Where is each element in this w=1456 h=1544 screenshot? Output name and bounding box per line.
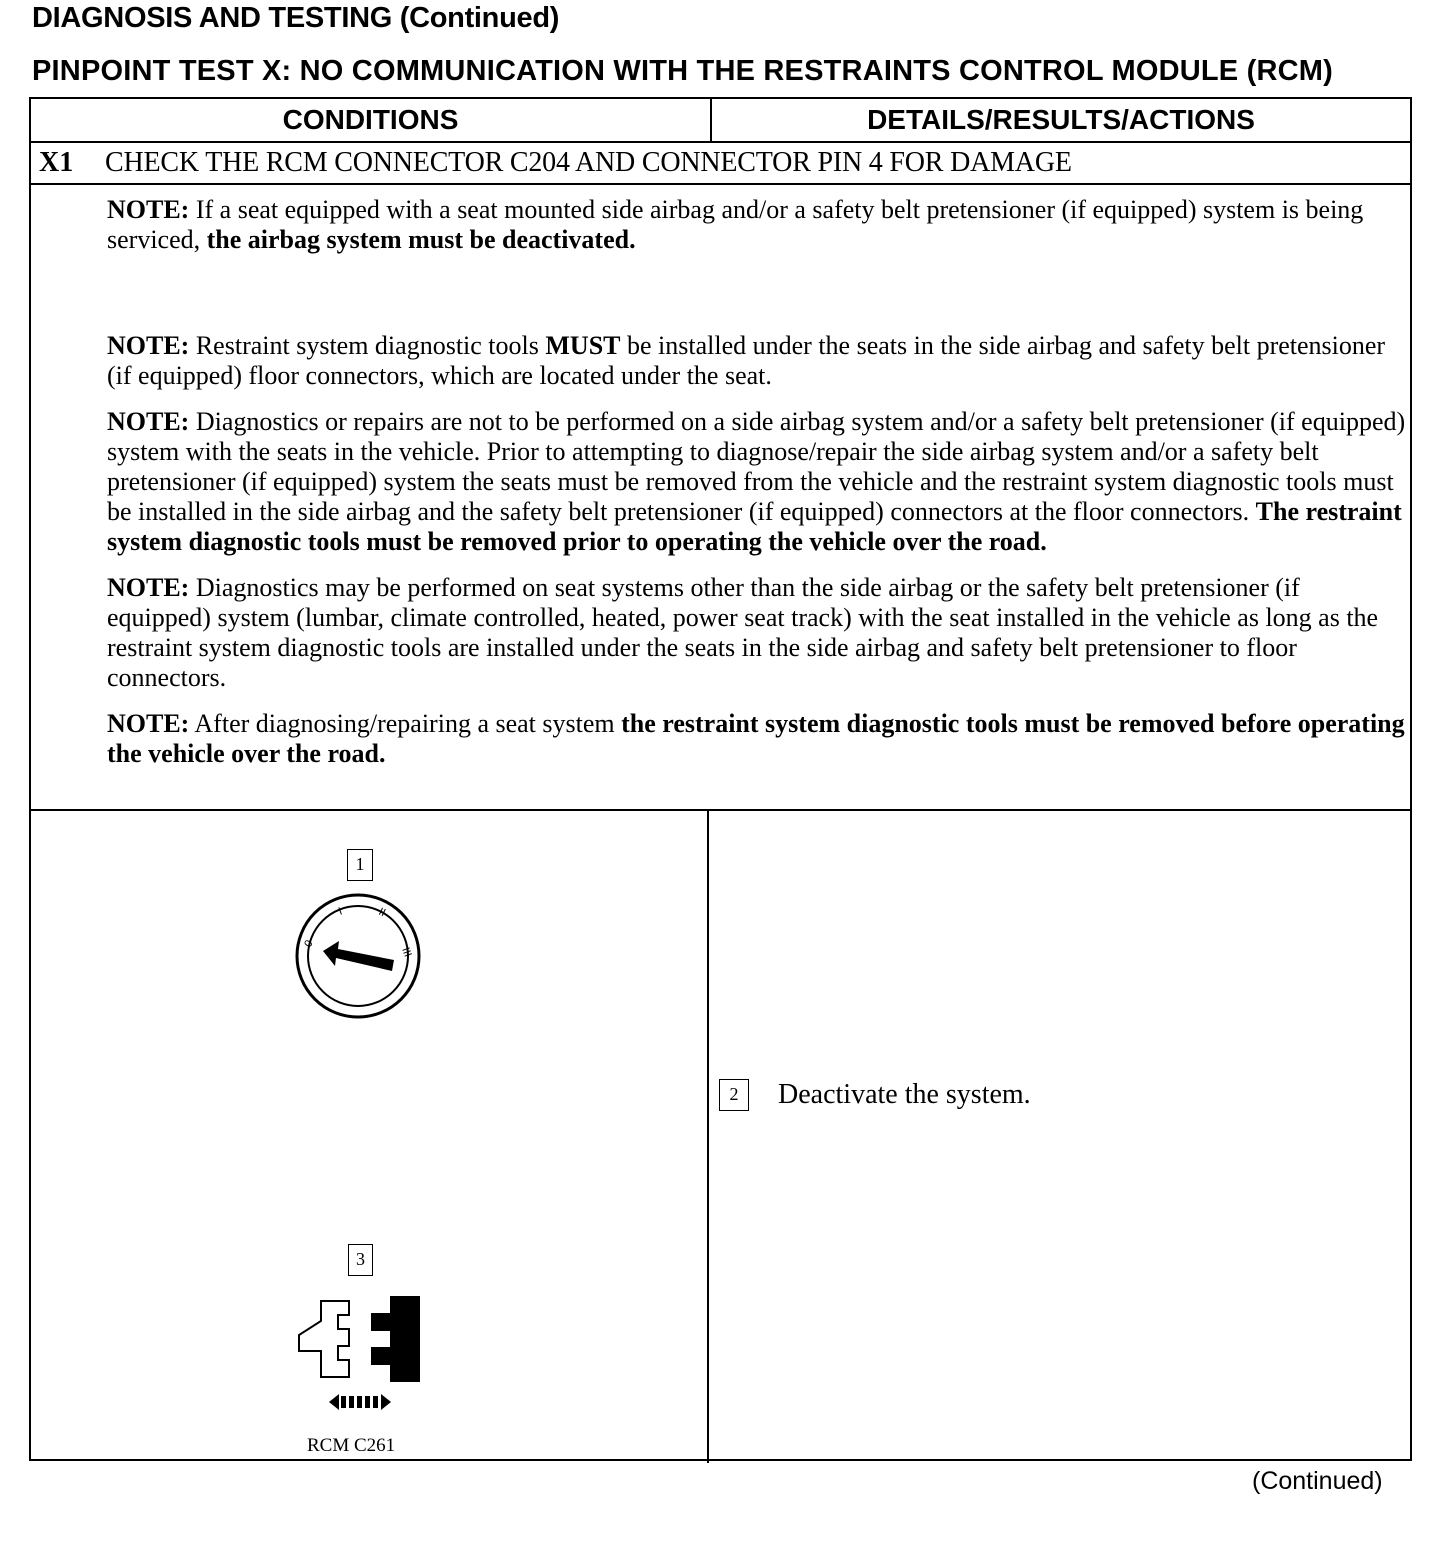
note-other-seat-systems	[107, 573, 1407, 693]
arrow-right-head	[381, 1394, 391, 1410]
step-title: CHECK THE RCM CONNECTOR C204 AND CONNECTOR PIN 4 FOR DAMAGE	[105, 147, 1072, 178]
note-text: After diagnosing/repairing a seat system	[189, 709, 622, 738]
column-header-conditions: CONDITIONS	[282, 104, 459, 135]
arrow-dash	[349, 1396, 354, 1408]
step-row	[31, 143, 1410, 185]
arrow-dash	[357, 1396, 362, 1408]
connector-illustration	[293, 1291, 423, 1421]
note-diagnostic-tools	[107, 331, 1407, 391]
ignition-key-arrow	[323, 941, 394, 971]
note-remove-tools	[107, 709, 1407, 769]
note-seat-removal	[107, 407, 1407, 557]
connector-half-solid	[371, 1296, 420, 1382]
arrow-left-head	[329, 1394, 339, 1410]
continued-label: (Continued)	[1252, 1467, 1383, 1495]
ignition-mark-1: I	[336, 905, 344, 918]
notes-block	[107, 195, 1407, 769]
note-bold-text: The restraint system diagnostic tools must be removed prior to operating the vehicle over the road.	[107, 497, 1402, 556]
callout-3: 3	[348, 1244, 373, 1276]
ignition-mark-2: II	[376, 905, 388, 920]
note-text-continued: be installed under the seats in the side airbag and safety belt pretensioner (if equipped) floor connectors, which are located under the seat.	[107, 331, 1386, 390]
note-text: Diagnostics or repairs are not to be performed on a side airbag system and/or a safety belt pretensioner (if equipped) system with the seats in the vehicle. Prior to attempting to diagnose/repair the side airbag system and/or a safety belt pretensioner (if equipped) system the seats must be removed from the vehicle and the restraint system diagnostic tools must be installed in the side airbag and the safety belt pretensioner (if equipped) connectors at the floor connectors.	[107, 407, 1406, 526]
note-text: If a seat equipped with a seat mounted side airbag and/or a safety belt pretensioner (if equipped) system is being serviced,	[107, 195, 1364, 254]
note-label: NOTE:	[107, 573, 190, 602]
ignition-mark-off: 0	[302, 938, 316, 950]
note-text: Restraint system diagnostic tools	[189, 331, 546, 360]
note-label: NOTE:	[107, 709, 190, 738]
ignition-mark-3: III	[399, 945, 414, 959]
action-text: Deactivate the system.	[778, 1079, 1031, 1110]
connector-half-open	[299, 1301, 349, 1377]
note-label: NOTE:	[107, 331, 190, 360]
note-airbag-deactivation	[107, 195, 1407, 255]
pinpoint-test-title: PINPOINT TEST X: NO COMMUNICATION WITH THE RESTRAINTS CONTROL MODULE (RCM)	[32, 55, 1333, 87]
column-divider	[707, 811, 709, 1463]
arrow-dash	[365, 1396, 370, 1408]
column-header-details: DETAILS/RESULTS/ACTIONS	[867, 104, 1255, 135]
note-label: NOTE:	[107, 407, 190, 436]
callout-2: 2	[719, 1079, 749, 1111]
illustration-row	[31, 809, 1410, 1461]
arrow-dash	[341, 1396, 346, 1408]
note-text: Diagnostics may be performed on seat systems other than the side airbag or the safety belt pretensioner (if equipped) system (lumbar, climate controlled, heated, power seat track) with the seat installed in the vehicle as long as the restraint system diagnostic tools are installed under the seats in the side airbag and safety belt pretensioner to floor connectors.	[107, 573, 1379, 692]
arrow-dash	[373, 1396, 378, 1408]
pinpoint-test-table	[29, 97, 1412, 1461]
table-header-row	[31, 99, 1410, 143]
note-bold-text: the restraint system diagnostic tools must be removed before operating the vehicle over the road.	[107, 709, 1405, 768]
ignition-switch-illustration	[293, 889, 423, 1019]
connector-label: RCM C261	[307, 1435, 396, 1456]
note-bold-text: MUST	[545, 331, 621, 360]
step-id: X1	[39, 147, 74, 178]
note-bold-text: the airbag system must be deactivated.	[206, 225, 636, 254]
page-title: DIAGNOSIS AND TESTING (Continued)	[32, 2, 560, 34]
note-label: NOTE:	[107, 195, 190, 224]
callout-1: 1	[347, 849, 373, 881]
